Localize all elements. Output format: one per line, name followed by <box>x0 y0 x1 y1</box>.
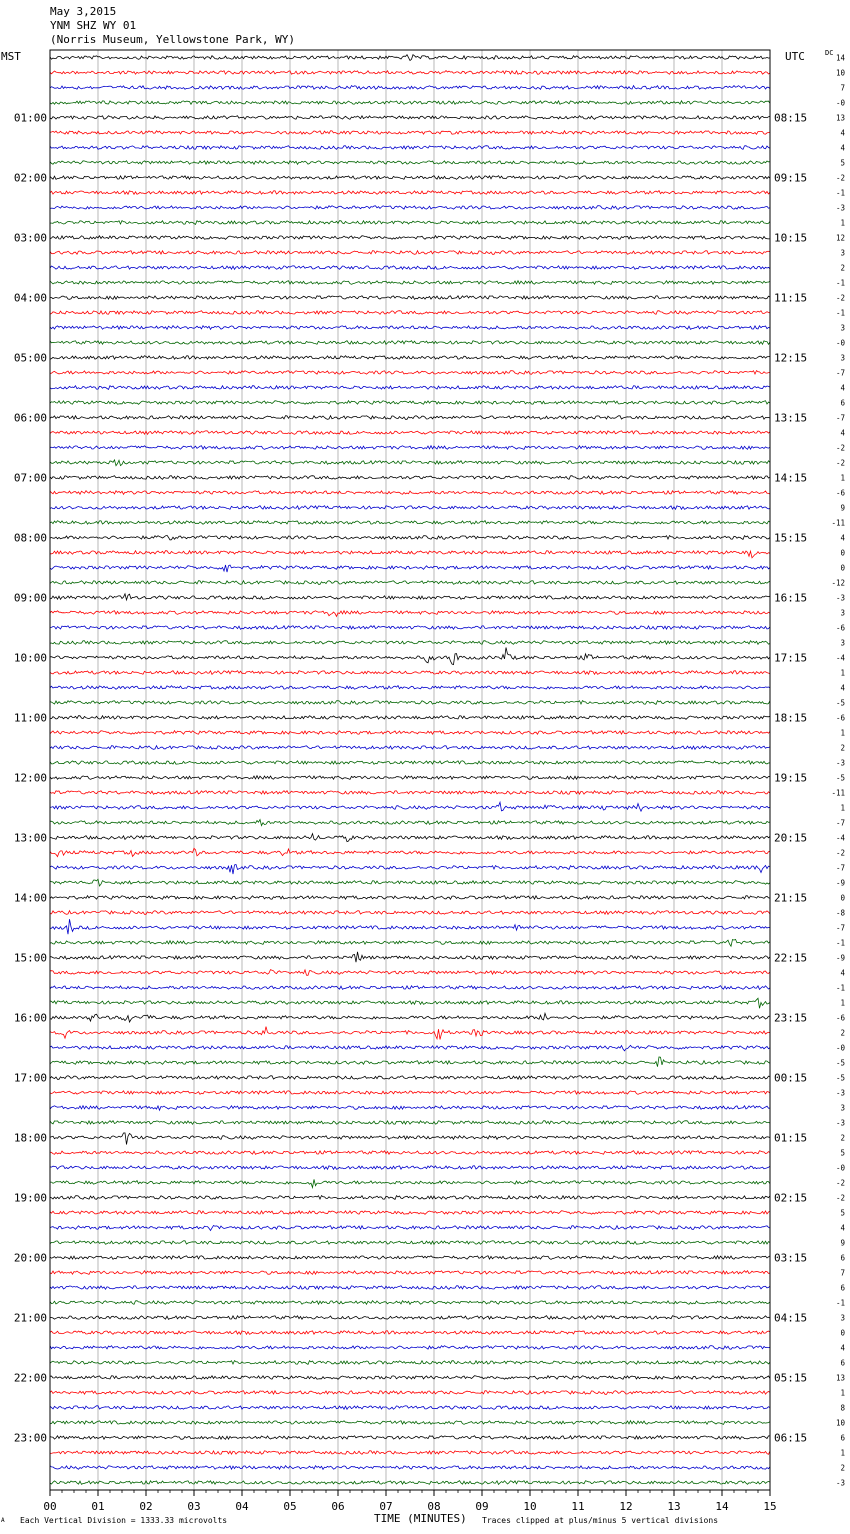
dc-offset-label: 4 <box>840 428 845 438</box>
dc-offset-label: 9 <box>840 503 845 513</box>
trace-55 <box>50 879 770 886</box>
dc-offset-label: 13 <box>835 1373 845 1383</box>
x-tick-label: 02 <box>139 1500 153 1513</box>
utc-hour-label: 11:15 <box>774 291 808 305</box>
x-tick-label: 06 <box>331 1500 345 1513</box>
dc-offset-label: 1 <box>840 998 845 1008</box>
trace-3 <box>50 101 770 105</box>
trace-37 <box>50 611 770 617</box>
x-tick-label: 05 <box>283 1500 297 1513</box>
trace-0 <box>50 55 770 61</box>
trace-70 <box>50 1106 770 1111</box>
trace-61 <box>50 970 770 976</box>
mst-hour-label: 03:00 <box>13 231 47 245</box>
mst-hour-labels <box>14 112 47 1445</box>
dc-offset-label: 7 <box>840 1268 845 1278</box>
mst-hour-label: 10:00 <box>13 651 47 665</box>
trace-86 <box>50 1346 770 1350</box>
trace-30 <box>50 506 770 510</box>
dc-offset-label: -4 <box>835 833 845 843</box>
dc-offset-label: 3 <box>840 353 845 363</box>
trace-17 <box>50 311 770 315</box>
mst-hour-label: 15:00 <box>13 951 47 965</box>
trace-42 <box>50 686 770 690</box>
x-tick-label: 01 <box>91 1500 105 1513</box>
mst-hour-label: 23:00 <box>13 1431 47 1445</box>
x-tick-label: 13 <box>667 1500 681 1513</box>
dc-offset-label: 2 <box>840 743 845 753</box>
x-tick-label: 04 <box>235 1500 249 1513</box>
dc-offset-label: -3 <box>835 203 845 213</box>
utc-hour-label: 18:15 <box>774 711 808 725</box>
trace-57 <box>50 911 770 915</box>
dc-offset-label: -2 <box>835 293 845 303</box>
x-tick-label: 08 <box>427 1500 441 1513</box>
corner-mark: A <box>1 1517 5 1524</box>
dc-offset-label: -0 <box>835 98 845 108</box>
trace-52 <box>50 834 770 842</box>
dc-offset-label: 3 <box>840 1103 845 1113</box>
trace-8 <box>50 176 770 180</box>
mst-hour-label: 06:00 <box>13 411 47 425</box>
dc-offset-label: -6 <box>835 488 845 498</box>
utc-hour-label: 02:15 <box>774 1191 808 1205</box>
trace-76 <box>50 1196 770 1200</box>
dc-offset-label: 6 <box>840 1358 845 1368</box>
dc-offset-label: -6 <box>835 713 845 723</box>
mst-hour-label: 20:00 <box>13 1251 47 1265</box>
trace-18 <box>50 326 770 330</box>
trace-47 <box>50 761 770 765</box>
dc-offset-label: 4 <box>840 143 845 153</box>
trace-79 <box>50 1241 770 1245</box>
dc-offset-label: 2 <box>840 263 845 273</box>
x-tick-label: 11 <box>571 1500 585 1513</box>
x-tick-label: 09 <box>475 1500 489 1513</box>
trace-49 <box>50 791 770 795</box>
utc-hour-label: 22:15 <box>774 951 808 965</box>
dc-offset-label: -3 <box>835 758 845 768</box>
trace-34 <box>50 565 770 572</box>
trace-48 <box>50 776 770 780</box>
mst-hour-label: 13:00 <box>13 831 47 845</box>
dc-offset-label: 4 <box>840 533 845 543</box>
dc-offset-label: 8 <box>840 1403 845 1413</box>
dc-offset-labels <box>831 54 845 1488</box>
trace-53 <box>50 848 770 856</box>
dc-offset-label: -7 <box>835 368 845 378</box>
x-axis-title: TIME (MINUTES) <box>374 1512 467 1525</box>
dc-offset-label: 1 <box>840 1388 845 1398</box>
dc-offset-label: 1 <box>840 1448 845 1458</box>
dc-offset-label: -1 <box>835 308 845 318</box>
mst-hour-label: 05:00 <box>13 351 47 365</box>
trace-19 <box>50 341 770 345</box>
dc-offset-label: -11 <box>831 518 845 528</box>
trace-93 <box>50 1451 770 1455</box>
dc-offset-label: 3 <box>840 248 845 258</box>
trace-5 <box>50 131 770 135</box>
trace-10 <box>50 206 770 210</box>
dc-offset-label: -0 <box>835 1163 845 1173</box>
trace-95 <box>50 1481 770 1485</box>
utc-hour-label: 15:15 <box>774 531 808 545</box>
mst-hour-label: 02:00 <box>13 171 47 185</box>
trace-71 <box>50 1121 770 1125</box>
dc-offset-label: 1 <box>840 668 845 678</box>
trace-36 <box>50 594 770 600</box>
minute-grid <box>98 50 722 1490</box>
trace-67 <box>50 1057 770 1067</box>
trace-75 <box>50 1179 770 1187</box>
trace-4 <box>50 116 770 120</box>
utc-hour-label: 05:15 <box>774 1371 808 1385</box>
trace-90 <box>50 1406 770 1410</box>
trace-12 <box>50 236 770 240</box>
dc-offset-label: -2 <box>835 458 845 468</box>
trace-27 <box>50 460 770 466</box>
dc-offset-label: 6 <box>840 1283 845 1293</box>
trace-77 <box>50 1211 770 1215</box>
trace-85 <box>50 1331 770 1335</box>
trace-68 <box>50 1076 770 1080</box>
dc-offset-label: -6 <box>835 1013 845 1023</box>
trace-51 <box>50 820 770 826</box>
mst-hour-label: 08:00 <box>13 531 47 545</box>
dc-offset-label: -5 <box>835 1073 845 1083</box>
mst-hour-label: 21:00 <box>13 1311 47 1325</box>
trace-35 <box>50 581 770 585</box>
trace-29 <box>50 491 770 495</box>
x-tick-label: 10 <box>523 1500 537 1513</box>
trace-56 <box>50 896 770 900</box>
utc-hour-label: 04:15 <box>774 1311 808 1325</box>
dc-offset-label: 4 <box>840 1343 845 1353</box>
utc-hour-label: 16:15 <box>774 591 808 605</box>
dc-offset-label: 1 <box>840 473 845 483</box>
dc-offset-label: 14 <box>835 53 845 63</box>
footer-scale: Each Vertical Division = 1333.33 microvolts <box>20 1516 228 1525</box>
dc-offset-label: 1 <box>840 218 845 228</box>
dc-offset-label: 4 <box>840 683 845 693</box>
mst-hour-label: 17:00 <box>13 1071 47 1085</box>
utc-hour-labels <box>774 112 807 1445</box>
utc-hour-label: 17:15 <box>774 651 808 665</box>
trace-81 <box>50 1271 770 1275</box>
footer-clip: Traces clipped at plus/minus 5 vertical divisions <box>482 1516 719 1525</box>
trace-43 <box>50 701 770 705</box>
x-axis-ticks <box>43 1490 776 1513</box>
trace-59 <box>50 939 770 946</box>
dc-offset-label: -7 <box>835 413 845 423</box>
trace-60 <box>50 952 770 962</box>
dc-offset-label: 6 <box>840 1433 845 1443</box>
utc-hour-label: 09:15 <box>774 171 808 185</box>
utc-hour-label: 00:15 <box>774 1071 808 1085</box>
dc-offset-label: -7 <box>835 863 845 873</box>
dc-offset-label: -0 <box>835 1043 845 1053</box>
trace-33 <box>50 551 770 558</box>
dc-offset-label: 1 <box>840 728 845 738</box>
trace-74 <box>50 1166 770 1170</box>
trace-44 <box>50 716 770 720</box>
trace-45 <box>50 731 770 735</box>
trace-89 <box>50 1391 770 1395</box>
utc-hour-label: 06:15 <box>774 1431 808 1445</box>
trace-65 <box>50 1027 770 1040</box>
trace-41 <box>50 671 770 675</box>
mst-hour-label: 19:00 <box>13 1191 47 1205</box>
trace-16 <box>50 296 770 300</box>
utc-hour-label: 14:15 <box>774 471 808 485</box>
dc-offset-label: 3 <box>840 1313 845 1323</box>
mst-hour-label: 18:00 <box>13 1131 47 1145</box>
trace-26 <box>50 446 770 450</box>
dc-offset-label: 0 <box>840 1328 845 1338</box>
trace-1 <box>50 71 770 75</box>
trace-7 <box>50 161 770 165</box>
dc-offset-label: 4 <box>840 128 845 138</box>
trace-20 <box>50 356 770 360</box>
trace-15 <box>50 281 770 285</box>
dc-offset-label: -1 <box>835 278 845 288</box>
trace-9 <box>50 191 770 195</box>
dc-offset-label: -3 <box>835 1118 845 1128</box>
utc-hour-label: 21:15 <box>774 891 808 905</box>
mst-hour-label: 07:00 <box>13 471 47 485</box>
trace-69 <box>50 1091 770 1095</box>
dc-offset-label: -2 <box>835 443 845 453</box>
dc-offset-label: -3 <box>835 593 845 603</box>
trace-92 <box>50 1436 770 1440</box>
trace-66 <box>50 1045 770 1050</box>
dc-offset-label: -7 <box>835 923 845 933</box>
mst-hour-label: 11:00 <box>13 711 47 725</box>
dc-offset-label: 0 <box>840 563 845 573</box>
trace-88 <box>50 1376 770 1380</box>
trace-84 <box>50 1316 770 1320</box>
utc-hour-label: 01:15 <box>774 1131 808 1145</box>
dc-offset-label: -6 <box>835 623 845 633</box>
header-station: YNM SHZ WY 01 <box>50 19 137 32</box>
trace-91 <box>50 1421 770 1425</box>
dc-offset-label: -9 <box>835 878 845 888</box>
trace-22 <box>50 386 770 390</box>
trace-94 <box>50 1466 770 1470</box>
utc-hour-label: 20:15 <box>774 831 808 845</box>
dc-offset-label: -7 <box>835 818 845 828</box>
trace-87 <box>50 1361 770 1365</box>
dc-offset-label: -5 <box>835 773 845 783</box>
trace-64 <box>50 1013 770 1022</box>
trace-28 <box>50 476 770 480</box>
utc-hour-label: 23:15 <box>774 1011 808 1025</box>
dc-offset-label: -5 <box>835 1058 845 1068</box>
trace-72 <box>50 1133 770 1145</box>
x-tick-label: 12 <box>619 1500 633 1513</box>
x-tick-label: 00 <box>43 1500 57 1513</box>
trace-23 <box>50 401 770 405</box>
dc-offset-label: -1 <box>835 983 845 993</box>
dc-offset-label: 2 <box>840 1028 845 1038</box>
trace-58 <box>50 919 770 934</box>
dc-offset-label: -9 <box>835 953 845 963</box>
trace-73 <box>50 1151 770 1155</box>
dc-offset-label: -4 <box>835 653 845 663</box>
utc-hour-label: 12:15 <box>774 351 808 365</box>
dc-offset-label: -2 <box>835 173 845 183</box>
dc-offset-label: -2 <box>835 1193 845 1203</box>
trace-39 <box>50 641 770 645</box>
dc-offset-label: -12 <box>831 578 845 588</box>
dc-offset-label: 10 <box>835 1418 845 1428</box>
trace-24 <box>50 416 770 420</box>
dc-offset-label: 5 <box>840 158 845 168</box>
trace-82 <box>50 1286 770 1290</box>
utc-hour-label: 10:15 <box>774 231 808 245</box>
trace-38 <box>50 626 770 630</box>
dc-offset-label: -1 <box>835 1298 845 1308</box>
dc-offset-label: 6 <box>840 398 845 408</box>
x-tick-label: 14 <box>715 1500 729 1513</box>
header-date: May 3,2015 <box>50 5 117 18</box>
dc-offset-label: 4 <box>840 968 845 978</box>
trace-13 <box>50 251 770 255</box>
left-timezone-label: MST <box>1 50 21 63</box>
dc-offset-label: 3 <box>840 608 845 618</box>
trace-54 <box>50 865 770 875</box>
dc-offset-label: -3 <box>835 1478 845 1488</box>
dc-offset-label: 5 <box>840 1208 845 1218</box>
trace-31 <box>50 521 770 525</box>
trace-78 <box>50 1226 770 1231</box>
dc-offset-label: 2 <box>840 1463 845 1473</box>
trace-46 <box>50 746 770 750</box>
dc-offset-label: -2 <box>835 1178 845 1188</box>
dc-offset-label: -1 <box>835 938 845 948</box>
x-tick-label: 07 <box>379 1500 393 1513</box>
utc-hour-label: 19:15 <box>774 771 808 785</box>
dc-offset-label: 0 <box>840 548 845 558</box>
dc-offset-label: -5 <box>835 698 845 708</box>
trace-50 <box>50 802 770 811</box>
utc-hour-label: 13:15 <box>774 411 808 425</box>
mst-hour-label: 12:00 <box>13 771 47 785</box>
dc-offset-label: 3 <box>840 638 845 648</box>
dc-offset-label: 4 <box>840 383 845 393</box>
mst-hour-label: 04:00 <box>13 291 47 305</box>
right-timezone-label: UTC <box>785 50 805 63</box>
trace-32 <box>50 535 770 540</box>
dc-column-label: DC <box>825 49 834 57</box>
dc-offset-label: -8 <box>835 908 845 918</box>
dc-offset-label: 1 <box>840 803 845 813</box>
utc-hour-label: 03:15 <box>774 1251 808 1265</box>
dc-offset-label: 9 <box>840 1238 845 1248</box>
mst-hour-label: 09:00 <box>13 591 47 605</box>
x-tick-label: 15 <box>763 1500 777 1513</box>
mst-hour-label: 22:00 <box>13 1371 47 1385</box>
trace-25 <box>50 431 770 435</box>
x-tick-label: 03 <box>187 1500 201 1513</box>
mst-hour-label: 01:00 <box>13 111 47 125</box>
trace-62 <box>50 986 770 990</box>
trace-6 <box>50 146 770 150</box>
trace-83 <box>50 1301 770 1305</box>
trace-21 <box>50 371 770 375</box>
trace-63 <box>50 998 770 1008</box>
trace-14 <box>50 266 770 270</box>
trace-40 <box>50 648 770 665</box>
dc-offset-label: -1 <box>835 188 845 198</box>
dc-offset-label: 7 <box>840 83 845 93</box>
dc-offset-label: 13 <box>835 113 845 123</box>
dc-offset-label: 10 <box>835 68 845 78</box>
dc-offset-label: 4 <box>840 1223 845 1233</box>
mst-hour-label: 14:00 <box>13 891 47 905</box>
dc-offset-label: 0 <box>840 893 845 903</box>
dc-offset-label: 12 <box>835 233 845 243</box>
trace-80 <box>50 1256 770 1260</box>
dc-offset-label: -0 <box>835 338 845 348</box>
dc-offset-label: 2 <box>840 1133 845 1143</box>
dc-offset-label: 3 <box>840 323 845 333</box>
mst-hour-label: 16:00 <box>13 1011 47 1025</box>
dc-offset-label: -11 <box>831 788 845 798</box>
trace-11 <box>50 221 770 225</box>
dc-offset-label: 5 <box>840 1148 845 1158</box>
seismic-traces <box>50 55 770 1485</box>
dc-offset-label: -2 <box>835 848 845 858</box>
utc-hour-label: 08:15 <box>774 111 808 125</box>
dc-offset-label: 6 <box>840 1253 845 1263</box>
header-location: (Norris Museum, Yellowstone Park, WY) <box>50 33 296 46</box>
dc-offset-label: -3 <box>835 1088 845 1098</box>
trace-2 <box>50 86 770 90</box>
